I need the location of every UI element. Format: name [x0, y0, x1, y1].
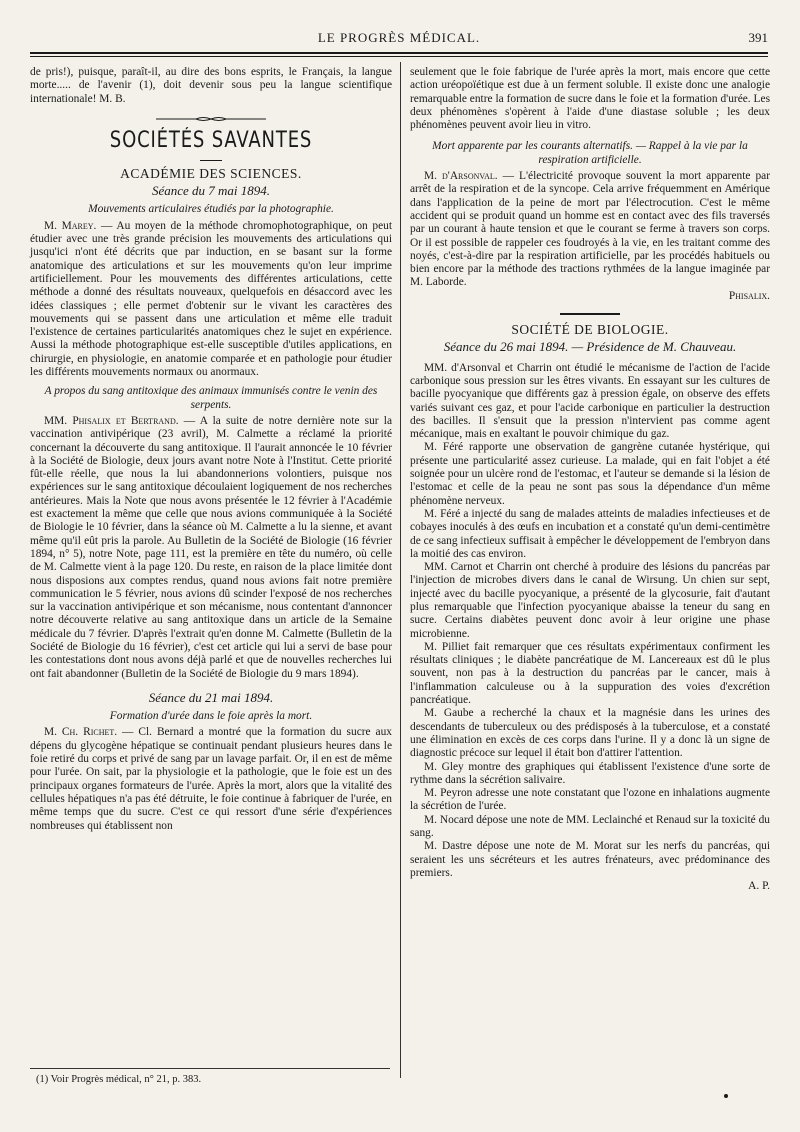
- page-number: 391: [748, 30, 768, 45]
- bio-signature: A. P.: [748, 880, 770, 893]
- article-4-text: — L'électricité provoque souvent la mort apparente par arrêt de la respiration et de la syncope. Cela arrive fréquemment en Amérique dans l'application de la peine de mort par l'électrocution. C'est le même accident qui se produit quand un homme est en contact avec des fils traversés par un courant à haute tension et que le courant se ferme à travers son corps. Or il est possible de rappeler ces foudroyés à la vie, en les traitant comme des noyés, c'est-à-dire par la respiration artificielle, par les procédés habituels ou bien encore par la méthode des tractions rythmées de la langue imaginée par M. Laborde.: [410, 170, 770, 289]
- article-2-title: A propos du sang antitoxique des animaux immunisés contre le venin des serpents.: [44, 385, 378, 411]
- article-3-body: [30, 726, 392, 832]
- bio-paragraph-3: M. Féré a injecté du sang de malades atteints de maladies infectieuses et de cobayes inoculés à des œufs en incubation et a constaté qu'un demi-centimètre de ce sang infectieux suffisait à empêcher le développement de l'embryon dans la moitié des cas environ.: [410, 507, 770, 560]
- bio-paragraph-1: MM. d'Arsonval et Charrin ont étudié le mécanisme de l'action de l'acide carbonique sous pression sur les êtres vivants. En essayant sur les cultures de bacille pyocyanique que différents gaz à pression égale, on observe des effets variés suivant ces gaz, et pour l'acide carbonique en particulier la destruction des bacilles. Il s'ensuit que la pression n'intervient pas comme agent mécanique, mais en exaltant le pouvoir chimique du gaz.: [410, 361, 770, 441]
- left-column: [30, 66, 392, 833]
- article-4-author: M. d'Arsonval.: [424, 170, 498, 183]
- bio-paragraph-8: M. Peyron adresse une note constatant que l'ozone en inhalations augmente la sécrétion de l'urée.: [410, 787, 770, 813]
- column-divider: [400, 62, 401, 1078]
- running-header: [30, 30, 768, 50]
- bio-paragraph-10: M. Dastre dépose une note de M. Morat sur les nerfs du pancréas, qui seraient les uns sécréteurs et les autres frénateurs, avec prédominance des premiers.: [410, 840, 770, 879]
- bio-paragraph-4: MM. Carnot et Charrin ont cherché à produire des lésions du pancréas par l'injection de microbes divers dans le canal de Wirsung. Un chien sur sept, injecté avec du bacille pyocyanique, a présenté de la glycosurie, fait d'autant plus remarquable que l'infection pyocyanique abaisse la teneur du sang en sucre. Certains diabètes peuvent donc avoir à leur origine une phase microbienne.: [410, 561, 770, 640]
- ornament-divider: [156, 116, 266, 122]
- continuation-paragraph: seulement que le foie fabrique de l'urée après la mort, mais encore que cette action uréopoïétique est due à un ferment soluble. Il existe donc une analogie remarquable entre la formation de sucre dans le foie et la formation d'urée. Les deux phénomènes s'opèrent à l'aide d'une diastase soluble ; les deux phénomènes peuvent avoir lieu in vitro.: [410, 66, 770, 132]
- article-1-author: M. Marey.: [44, 219, 97, 232]
- article-3-title: Formation d'urée dans le foie après la mort.: [109, 710, 313, 723]
- bio-paragraph-2: M. Féré rapporte une observation de gangrène cutanée hystérique, qui présente une particularité assez curieuse. La malade, qui en fait l'objet a été soignée pour un ulcère rond de l'estomac, et l'auteur se demande si la lésion de l'estomac et celle de la peau ne sont pas sous la dépendance d'un même phénomène nerveux.: [410, 441, 770, 507]
- session-date-2: Séance du 21 mai 1894.: [148, 689, 274, 705]
- article-4-signature: Phisalix.: [728, 289, 770, 302]
- article-3-text: — Cl. Bernard a montré que la formation du sucre aux dépens du glycogène hépatique se continuait pendant plusieurs heures dans le foie retiré du corps et privé de sang par un lavage parfait. Or, il en est de même pour l'urée. On sait, par la physiologie et la pathologie, que le foie est un des principaux organes formateurs de l'urée. Après la mort, alors que la vitalité des cellules hépatiques n'a pas été détruite, le foie continue à fabriquer de l'urée, en même temps que du sucre. C'est ce qui ressort d'une série d'expériences nombreuses qui établissent non: [30, 726, 392, 832]
- article-2-author: MM. Phisalix et Bertrand.: [44, 414, 179, 427]
- section-title: SOCIÉTÉS SAVANTES: [109, 127, 313, 153]
- journal-title: LE PROGRÈS MÉDICAL.: [317, 30, 481, 45]
- article-4-title: Mort apparente par les courants alternatifs. — Rappel à la vie par la respiration artificielle.: [432, 140, 748, 166]
- article-4-body: [410, 170, 770, 290]
- right-column: [410, 66, 770, 894]
- section-rule: [560, 313, 620, 315]
- printer-dot: [724, 1094, 728, 1098]
- header-rule-thick: [30, 52, 768, 54]
- biology-society-title: SOCIÉTÉ DE BIOLOGIE.: [511, 322, 669, 338]
- bio-paragraph-6: M. Gaube a recherché la chaux et la magnésie dans les urines des descendants de tuberculeux ou des prédisposés à la tuberculose, et a constaté une élimination en excès de ces corps dans l'urine. Il y a donc là un signe de diagnostic précoce sur lequel il était bon d'attirer l'attention.: [410, 707, 770, 760]
- footnote-rule: [30, 1068, 390, 1069]
- article-2-text: — A la suite de notre dernière note sur la vaccination antivipérique (23 avril), M. Calmette a réclamé la priorité concernant la découverte du sang antitoxique. Il l'aurait annoncée le 10 février à la Société de Biologie, deux jours avant notre Note à l'Institut. Cette priorité fût-elle réelle, que nous la lui abandonnerions volontiers, puisque nos expériences sur le sang antitoxique découlaient logiquement de nos recherches antérieures. Mais la Note que nous avons présentée le 12 février à l'Académie est exactement la même que celle que nous avions communiquée à la Société de Biologie le 10 février, dans la séance où M. Calmette a lu la sienne, et avant même qu'il eût pris la parole. Au Bulletin de la Société de Biologie (16 février 1894, n° 5), notre Note, page 111, est la première en tête du numéro, où celle de M. Calmette vient à la page 120. Du reste, en raison de la place limitée dont nous disposions aux comptes rendus, quand nous avions fait notre première communication le 5 février, nous avions dû scinder l'exposé de nos recherches sur la vaccination antivipérique et son mécanisme, nous contentant d'annoncer notre découverte relative au sang antitoxique dans un article de la Semaine médicale du 7 février. D'après l'extrait qu'en donne M. Calmette (Bulletin de la Société de Biologie du 16 février), c'est cet article qui lui a servi de base pour les contestations dont nous avons déjà parlé et que de nouvelles recherches lui ont fait abandonner (Bulletin de la Société de Biologie du 9 mars 1894).: [30, 414, 392, 680]
- session-date-1: Séance du 7 mai 1894.: [151, 183, 271, 199]
- bio-paragraph-5: M. Pilliet fait remarquer que ces résultats expérimentaux confirment les résultats cliniques ; le diabète pancréatique de M. Lancereaux est dû le plus souvent, non pas à la destruction du pancréas par le cancer, mais à l'inflammation calculeuse ou à la suppuration des voies d'excrétion pancréatique.: [410, 640, 770, 707]
- bio-paragraph-9: M. Nocard dépose une note de MM. Leclainché et Renaud sur la toxicité du sang.: [410, 813, 770, 840]
- header-rule-thin: [30, 56, 768, 57]
- biology-session: Séance du 26 mai 1894. — Présidence de M. Chauveau.: [443, 339, 737, 355]
- academy-title: ACADÉMIE DES SCIENCES.: [120, 165, 302, 181]
- bio-paragraph-7: M. Gley montre des graphiques qui établissent l'existence d'une sorte de rythme dans la sécrétion salivaire.: [410, 760, 770, 786]
- article-2-body: [30, 415, 392, 681]
- article-1-title: Mouvements articulaires étudiés par la photographie.: [88, 203, 334, 216]
- article-3-author: M. Ch. Richet.: [44, 726, 118, 739]
- short-rule: [200, 160, 222, 161]
- footnote: (1) Voir Progrès médical, n° 21, p. 383.: [36, 1074, 202, 1085]
- intro-paragraph: de pris!), puisque, paraît-il, au dire des bons esprits, le Français, la langue morte..... de l'avenir (1), doit devenir sous peu la langue scientifique internationale! M. B.: [30, 66, 392, 105]
- article-1-body: [30, 220, 392, 380]
- article-1-text: — Au moyen de la méthode chromophotographique, on peut étudier avec une très grande précision les mouvements des articulations qui jusqu'ici n'ont été décrits que par induction, en se basant sur la forme anatomique des articulations et sur les mouvements qu'on leur imprime artificiellement. Pour les mouvements des différentes articulations, cette méthode a donné des résultats nouveaux, quelquefois en désaccord avec les idées classiques ; elle permet d'obtenir sur le vivant les caractères des mouvements qui se passent dans une articulation et même elle traduit l'existence de certaines particularités anatomiques chez le sujet en expérience. Aussi la méthode photographique est-elle susceptible d'utiles applications, en chirurgie, en physiologie, en anatomie comparée et en pathologie pour étudier les différents mouvements normaux ou anormaux.: [30, 219, 392, 379]
